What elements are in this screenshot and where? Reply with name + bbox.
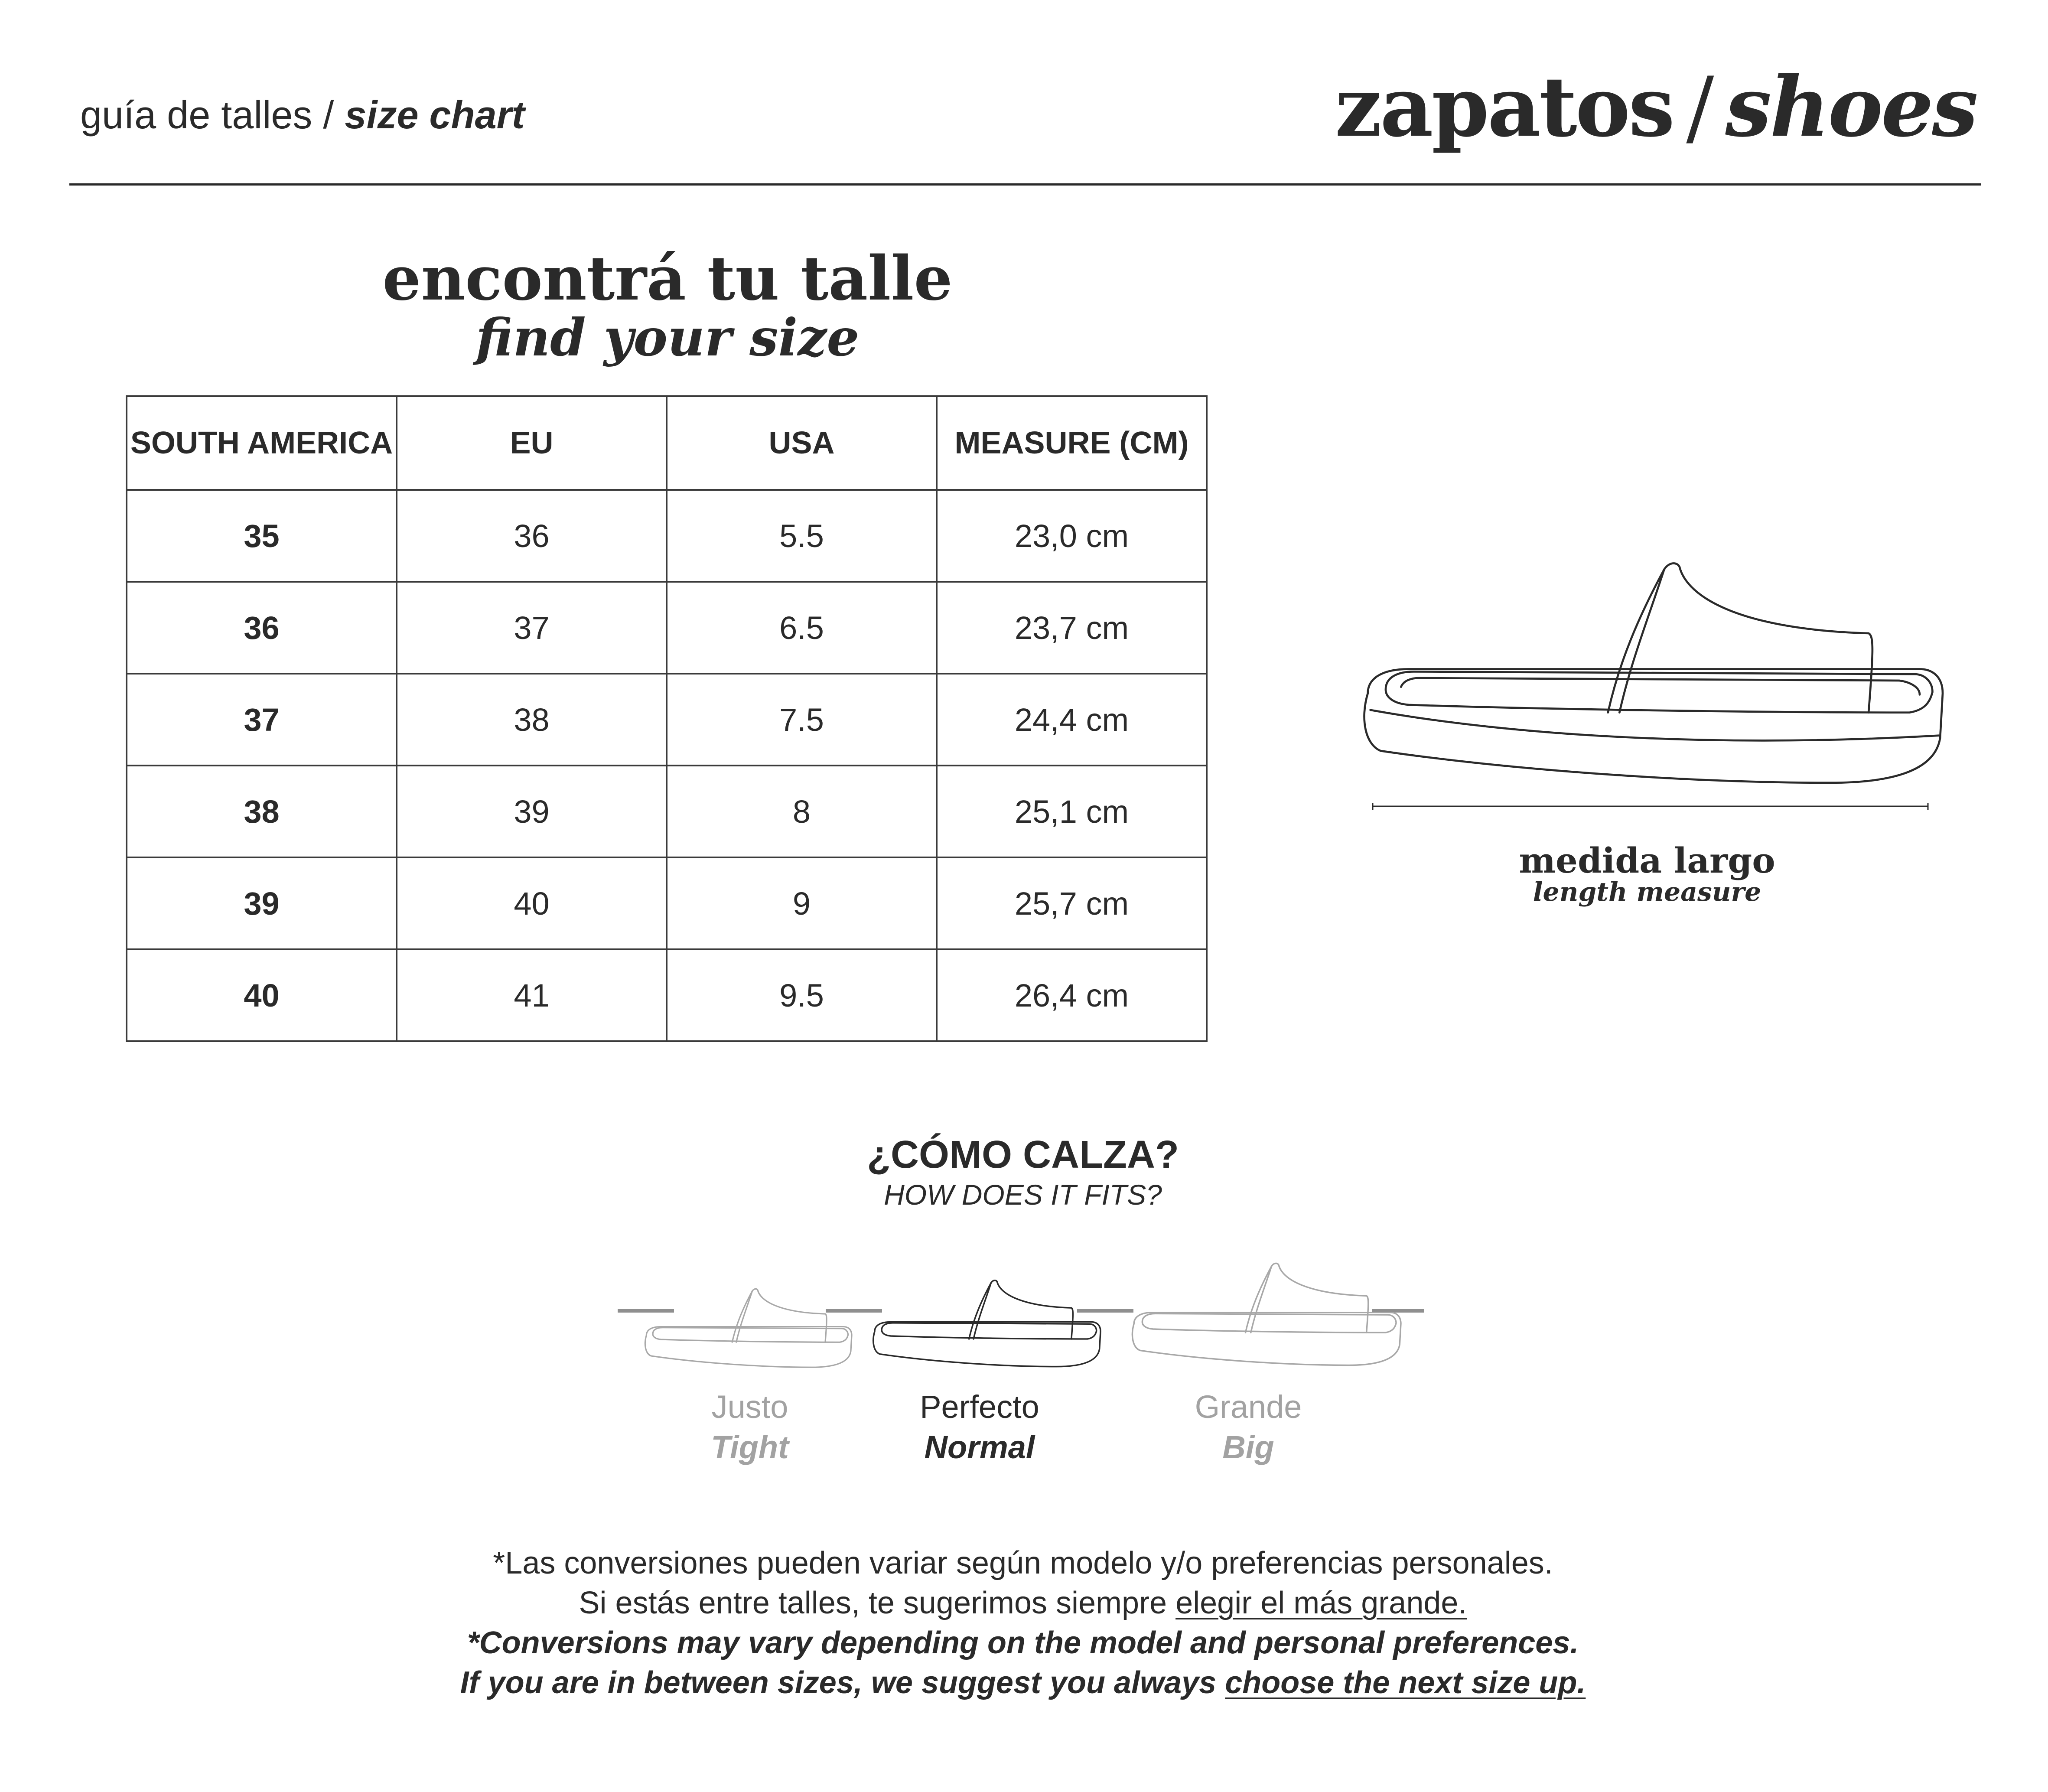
conversion-note [260, 1543, 1786, 1703]
fit-option-big-en: Big [1222, 1429, 1274, 1465]
measure-label-en: length measure [1533, 877, 1761, 907]
cell-eu: 39 [397, 766, 667, 857]
header-right-en: shoes [1725, 59, 1976, 155]
cell-eu: 37 [397, 582, 667, 674]
cell-measure: 26,4 cm [937, 949, 1207, 1041]
note-line-4 [260, 1663, 1786, 1703]
cell-measure: 23,7 cm [937, 582, 1207, 674]
measure-label-es: medida largo [1519, 840, 1775, 881]
header-left-title [80, 93, 525, 138]
note-line-4-text: If you are in between sizes, we suggest you always [460, 1665, 1225, 1700]
header-right-separator: / [1686, 59, 1713, 155]
note-line-4-emphasis: choose the next size up. [1225, 1665, 1586, 1700]
cell-south-america: 40 [127, 949, 397, 1041]
cell-eu: 41 [397, 949, 667, 1041]
fit-title-es: ¿CÓMO CALZA? [867, 1133, 1179, 1176]
fit-option-tight [663, 1387, 837, 1467]
table-row [127, 582, 1207, 674]
cell-measure: 25,1 cm [937, 766, 1207, 857]
fit-title-en: HOW DOES IT FITS? [884, 1179, 1162, 1211]
column-header-measure: MEASURE (CM) [937, 396, 1207, 490]
header-right-title [1335, 59, 1976, 155]
cell-measure: 24,4 cm [937, 674, 1207, 766]
cell-usa: 6.5 [667, 582, 937, 674]
table-row [127, 490, 1207, 582]
header-left-italic: size chart [345, 94, 525, 137]
column-header-usa: USA [667, 396, 937, 490]
cell-south-america: 39 [127, 857, 397, 949]
cell-eu: 36 [397, 490, 667, 582]
fit-option-tight-es: Justo [711, 1389, 788, 1425]
table-row [127, 766, 1207, 857]
cell-usa: 7.5 [667, 674, 937, 766]
tight-shoe-illustration [641, 1287, 854, 1374]
slide-sandal-illustration [1352, 559, 1950, 802]
fit-option-big-es: Grande [1195, 1389, 1302, 1425]
column-header-south-america: SOUTH AMERICA [127, 396, 397, 490]
fit-heading [676, 1134, 1370, 1214]
fit-option-big [1162, 1387, 1335, 1467]
column-header-eu: EU [397, 396, 667, 490]
big-shoe-illustration [1118, 1261, 1413, 1374]
table-row [127, 857, 1207, 949]
find-size-heading [126, 243, 1209, 368]
cell-measure: 23,0 cm [937, 490, 1207, 582]
find-size-title-en: find your size [475, 307, 860, 368]
table-row [127, 949, 1207, 1041]
cell-usa: 9.5 [667, 949, 937, 1041]
cell-south-america: 37 [127, 674, 397, 766]
size-table [126, 395, 1208, 1042]
note-line-2 [260, 1583, 1786, 1623]
header-right-es: zapatos [1335, 59, 1674, 155]
fit-option-normal-en: Normal [924, 1429, 1035, 1465]
cell-measure: 25,7 cm [937, 857, 1207, 949]
fit-option-normal [893, 1387, 1066, 1467]
fit-option-normal-es: Perfecto [920, 1389, 1039, 1425]
table-row [127, 674, 1207, 766]
cell-south-america: 36 [127, 582, 397, 674]
cell-south-america: 38 [127, 766, 397, 857]
table-header-row [127, 396, 1207, 490]
cell-eu: 40 [397, 857, 667, 949]
note-line-2-emphasis: elegir el más grande. [1175, 1586, 1467, 1620]
note-line-2-text: Si estás entre talles, te sugerimos siempre [579, 1586, 1176, 1620]
normal-shoe-illustration [865, 1279, 1107, 1374]
find-size-title-es: encontrá tu talle [382, 243, 953, 314]
fit-option-tight-en: Tight [711, 1429, 789, 1465]
note-line-3: *Conversions may vary depending on the model and personal preferences. [467, 1626, 1579, 1660]
cell-usa: 9 [667, 857, 937, 949]
header-left-regular: guía de talles / [80, 94, 334, 137]
length-measure-label [1387, 840, 1907, 907]
length-measure-line [1372, 802, 1929, 811]
cell-usa: 5.5 [667, 490, 937, 582]
header-divider [69, 183, 1981, 186]
note-line-1: *Las conversiones pueden variar según modelo y/o preferencias personales. [493, 1546, 1553, 1580]
cell-south-america: 35 [127, 490, 397, 582]
cell-usa: 8 [667, 766, 937, 857]
cell-eu: 38 [397, 674, 667, 766]
